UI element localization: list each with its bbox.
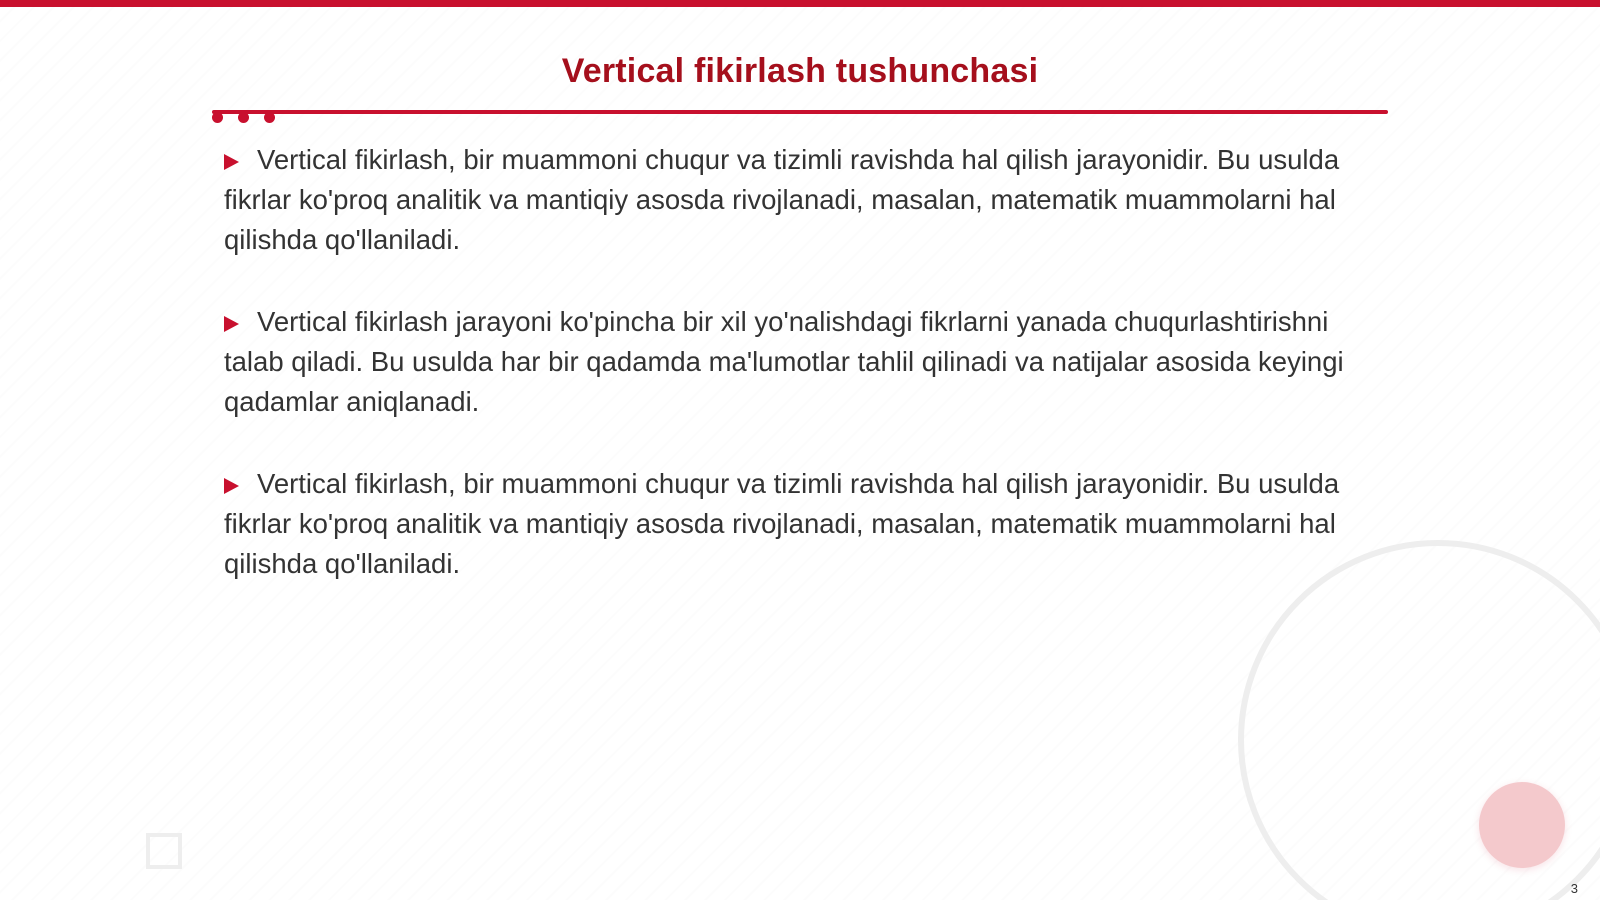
page-number: 3 [1570,881,1578,896]
dot-icon [238,112,249,123]
dot-icon [264,112,275,123]
decorative-circle [1479,782,1565,868]
bullet-text: Vertical fikirlash, bir muammoni chuqur va tizimli ravishda hal qilish jarayonidir. Bu usulda fikrlar ko'proq analitik va mantiqiy asosda rivojlanadi, masalan, matematik muammolarni hal qilishda qo'llaniladi. [224,468,1340,579]
bullet-item [224,140,1374,260]
title-underline [212,110,1388,114]
triangle-bullet-icon [224,478,239,494]
bullet-list [224,140,1374,626]
bullet-item [224,302,1374,422]
title-dots-decoration [212,112,292,126]
bullet-text: Vertical fikirlash, bir muammoni chuqur va tizimli ravishda hal qilish jarayonidir. Bu usulda fikrlar ko'proq analitik va mantiqiy asosda rivojlanadi, masalan, matematik muammolarni hal qilishda qo'llaniladi. [224,144,1340,255]
slide-title: Vertical fikirlash tushunchasi [561,52,1039,90]
bullet-item [224,464,1374,584]
triangle-bullet-icon [224,316,239,332]
decorative-square [146,833,182,869]
top-accent-bar [0,0,1600,7]
triangle-bullet-icon [224,154,239,170]
dot-icon [212,112,223,123]
bullet-text: Vertical fikirlash jarayoni ko'pincha bir xil yo'nalishdagi fikrlarni yanada chuqurlashtirishni talab qiladi. Bu usulda har bir qadamda ma'lumotlar tahlil qilinadi va natijalar asosida keyingi qadamlar aniqlanadi. [224,306,1344,417]
